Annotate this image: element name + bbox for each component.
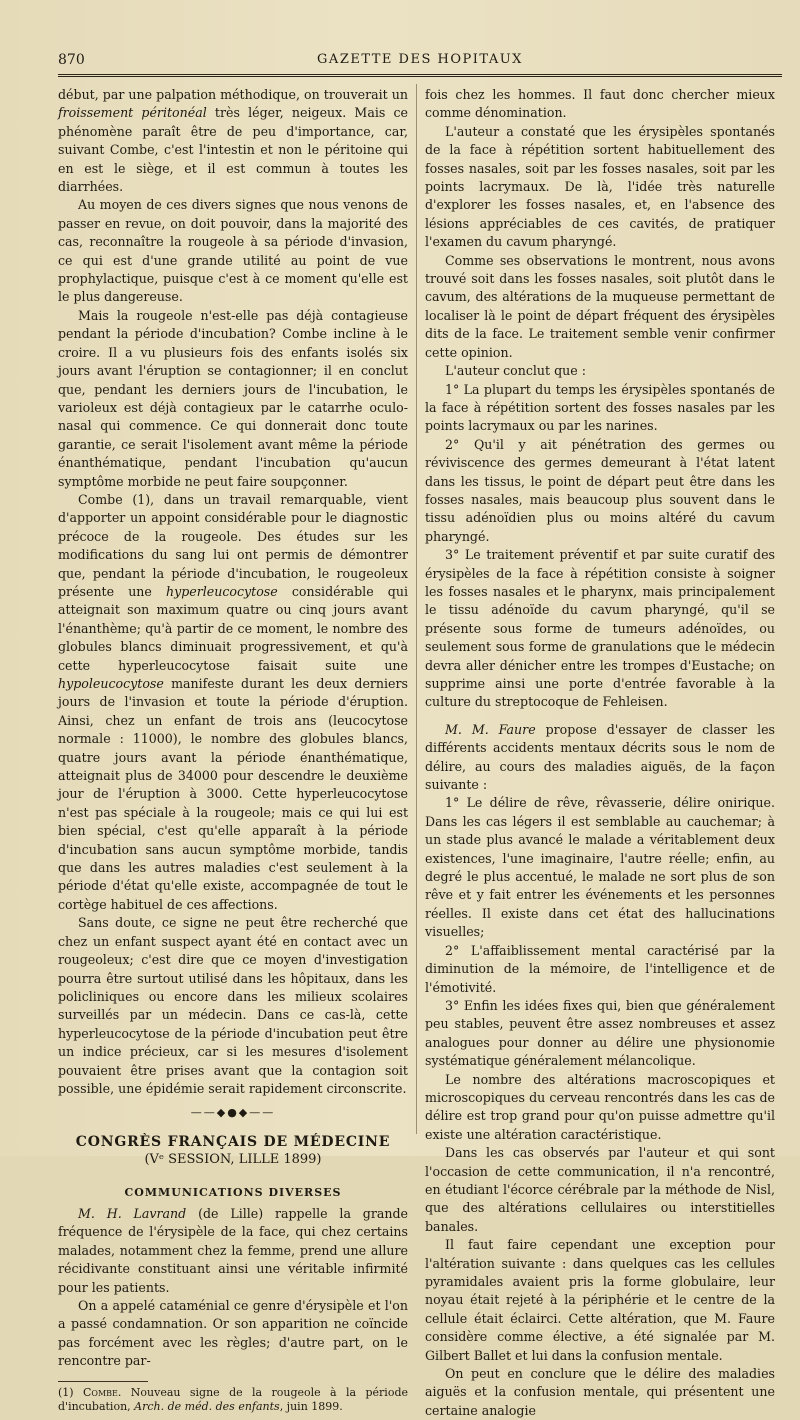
page-header <box>58 52 782 72</box>
right-column <box>425 86 775 1420</box>
paragraph: M. M. Faure propose d'essayer de classer les différents accidents mentaux décrits sous le nom de délire, au cours des maladies aiguës, de la façon suivante : <box>425 721 776 793</box>
paragraph: Mais la rougeole n'est-elle pas déjà contagieuse pendant la période d'incubation? Combe incline à le croire. Il a vu plusieurs fois des enfants isolés six jours avant l'éruption se contagionner; il en conclut que, pendant les derniers jours de l'incubation, le varioleux est déjà contagieux par le catarrhe oculo-nasal qui commence. Ce qui donnerait donc toute garantie, ce serait l'isolement avant même la période énanthématique, pendant l'incubation qu'aucun symptôme morbide ne peut faire soupçonner. <box>58 307 408 489</box>
paragraph: Combe (1), dans un travail remarquable, vient d'apporter un appoint considérable pour le diagnostic précoce de la rougeole. Des études sur les modifications du sang lui ont permis de démontrer que, pendant la période d'incubation, le rougeoleux présente une hyperleucocytose considérable qui atteignait son maximum quatre ou cinq jours avant l'énanthème; qu'à partir de ce moment, le nombre des globules blancs diminuait progressivement, et qu'à cette hyperleucocytose faisait suite une hypoleucocytose manifeste durant les deux derniers jours de l'invasion et toute la période d'éruption. Ainsi, chez un enfant de trois ans (leucocytose normale : 11000), le nombre des globules blancs, quatre jours avant la période énanthématique, atteignait plus de 34000 pour descendre le deuxième jour de l'éruption à 3000. Cette hyperleucocytose n'est pas spéciale à la rougeole; mais ce qui lui est bien spécial, c'est qu'elle apparaît à la période d'incubation sans aucun symptôme morbide, tandis que dans les autres maladies c'est seulement à la période d'état qu'elle existe, accompagnée de tout le cortège habituel de ces affections. <box>58 491 408 912</box>
paragraph: 3° Enfin les idées fixes qui, bien que généralement peu stables, peuvent être assez nombreuses et assez analogues pour donner au délire une physionomie systématique généralement mélancolique. <box>425 997 775 1069</box>
ornament-divider: ——◆●◆—— <box>190 1106 276 1120</box>
paragraph: Comme ses observations le montrent, nous avons trouvé soit dans les fosses nasales, soit plutôt dans le cavum, des altérations de la muqueuse permettant de localiser là le point de départ fréquent des érysipèles dits de la face. Le traitement semble venir confirmer cette opinion. <box>425 252 775 360</box>
paragraph: 3° Le traitement préventif et par suite curatif des érysipèles de la face à répétition consiste à soigner les fosses nasales et le pharynx, mais principalement le tissu adénoïde du cavum pharyngé, qu'il se présente sous forme de tumeurs adénoïdes, ou seulement sous forme de granulations que le médecin devra aller dénicher entre les trompes d'Eustache; on supprime ainsi une porte d'entrée favorable à la culture du streptocoque de Fehleisen. <box>425 547 775 710</box>
paragraph: M. H. Lavrand (de Lille) rappelle la grande fréquence de l'érysipèle de la face, qui chez certains malades, notamment chez la femme, prend une allure récidivante constituant ainsi une véritable infirmité pour les patients. <box>58 1205 408 1295</box>
paragraph: Le nombre des altérations macroscopiques et microscopiques du cerveau rencontrés dans les cas de délire est trop grand pour qu'on puisse admettre qu'il existe une altération caractéristique. <box>425 1071 775 1142</box>
column-divider <box>416 84 417 1134</box>
paragraph: Dans les cas observés par l'auteur et qui sont l'occasion de cette communication, il n'a rencontré, en étudiant l'écorce cérébrale par la méthode de Nisl, que des altérations cellulaires ou interstitielles banales. <box>425 1145 775 1234</box>
paragraph: 1° Le délire de rêve, rêvasserie, délire onirique. Dans les cas légers il est semblable au cauchemar; à un stade plus avancé le malade a véritablement deux existences, l'une imaginaire, l'autre réelle; enfin, au degré le plus accentué, le malade ne sort plus de son rêve et y fait entrer les événements et les personnes réelles. Il existe dans cet état des hallucinations visuelles; <box>425 795 775 940</box>
congress-title: CONGRÈS FRANÇAIS DE MÉDECINE <box>75 1133 391 1150</box>
paragraph: L'auteur conclut que : <box>445 363 586 379</box>
paragraph: début, par une palpation méthodique, on trouverait un froissement péritonéal très léger, neigeux. Mais ce phénomène paraît être de peu d'importance, car, suivant Combe, c'est l'intestin et non le péritoine qui en est le siège, et il est commun à toutes les diarrhées. <box>58 87 409 195</box>
paragraph: On peut en conclure que le délire des maladies aiguës et la confusion mentale, qui présentent une certaine analogie <box>425 1366 775 1418</box>
paragraph: Sans doute, ce signe ne peut être recherché que chez un enfant suspect ayant été en contact avec un rougeoleux; c'est dire que ce moyen d'investigation pourra être surtout utilisé dans les hôpitaux, dans les policliniques ou encore dans les milieux scolaires surveillés par un médecin. Dans ce cas-là, cette hyperleucocytose de la période d'incubation peut être un indice précieux, car si les mesures d'isolement pouvaient être prises avant que la contagion soit possible, une épidémie serait rapidement circonscrite. <box>58 915 408 1096</box>
paragraph: L'auteur a constaté que les érysipèles spontanés de la face à répétition sortent habituellement des fosses nasales, soit par les fosses nasales, soit par les points lacrymaux. De là, l'idée très naturelle d'explorer les fosses nasales, et, en l'absence des lésions appréciables de ces cavités, de pratiquer l'examen du cavum pharyngé. <box>425 123 775 250</box>
communications-heading: COMMUNICATIONS DIVERSES <box>124 1185 342 1199</box>
journal-title: GAZETTE DES HOPITAUX <box>317 52 523 67</box>
paragraph: Au moyen de ces divers signes que nous venons de passer en revue, on doit pouvoir, dans la majorité des cas, reconnaître la rougeole à sa période d'invasion, ce qui est d'une grande utilité au point de vue prophylactique, puisque c'est à ce moment qu'elle est le plus dangereuse. <box>58 197 408 305</box>
paragraph: 2° Qu'il y ait pénétration des germes ou réviviscence des germes demeurant à l'état latent dans les tissus, le point de départ peut être dans les fosses nasales, mais beaucoup plus souvent dans le tissu adénoïdien plus ou moins altéré du cavum pharyngé. <box>425 436 775 544</box>
paragraph: 1° La plupart du temps les érysipèles spontanés de la face à répétition sortent des fosses nasales par les points lacrymaux ou par les narines. <box>425 381 775 434</box>
congress-subtitle: (Vᵉ SESSION, LILLE 1899) <box>144 1152 322 1168</box>
paragraph: fois chez les hommes. Il faut donc chercher mieux comme dénomination. <box>425 87 775 121</box>
left-column <box>58 86 408 1414</box>
paragraph: On a appelé cataménial ce genre d'érysipèle et l'on a passé condamnation. Or son apparition ne coïncide pas forcément avec les règles; d'autre part, on le rencontre par- <box>58 1298 408 1369</box>
paragraph: 2° L'affaiblissement mental caractérisé par la diminution de la mémoire, de l'intelligence et de l'émotivité. <box>425 942 775 995</box>
footnote: (1) Combe. Nouveau signe de la rougeole à la période d'incubation, Arch. de méd. des enfants, juin 1899. <box>58 1385 408 1413</box>
paragraph: Il faut faire cependant une exception pour l'altération suivante : dans quelques cas les cellules pyramidales avaient pris la forme globulaire, leur noyau était rejeté à la périphérie et le centre de la cellule était éclairci. Cette altération, que M. Faure considère comme élective, a été signalée par M. Gilbert Ballet et lui dans la confusion mentale. <box>425 1237 775 1363</box>
page-number: 870 <box>58 52 85 68</box>
header-rule <box>58 74 782 77</box>
footnote-rule <box>58 1381 148 1382</box>
